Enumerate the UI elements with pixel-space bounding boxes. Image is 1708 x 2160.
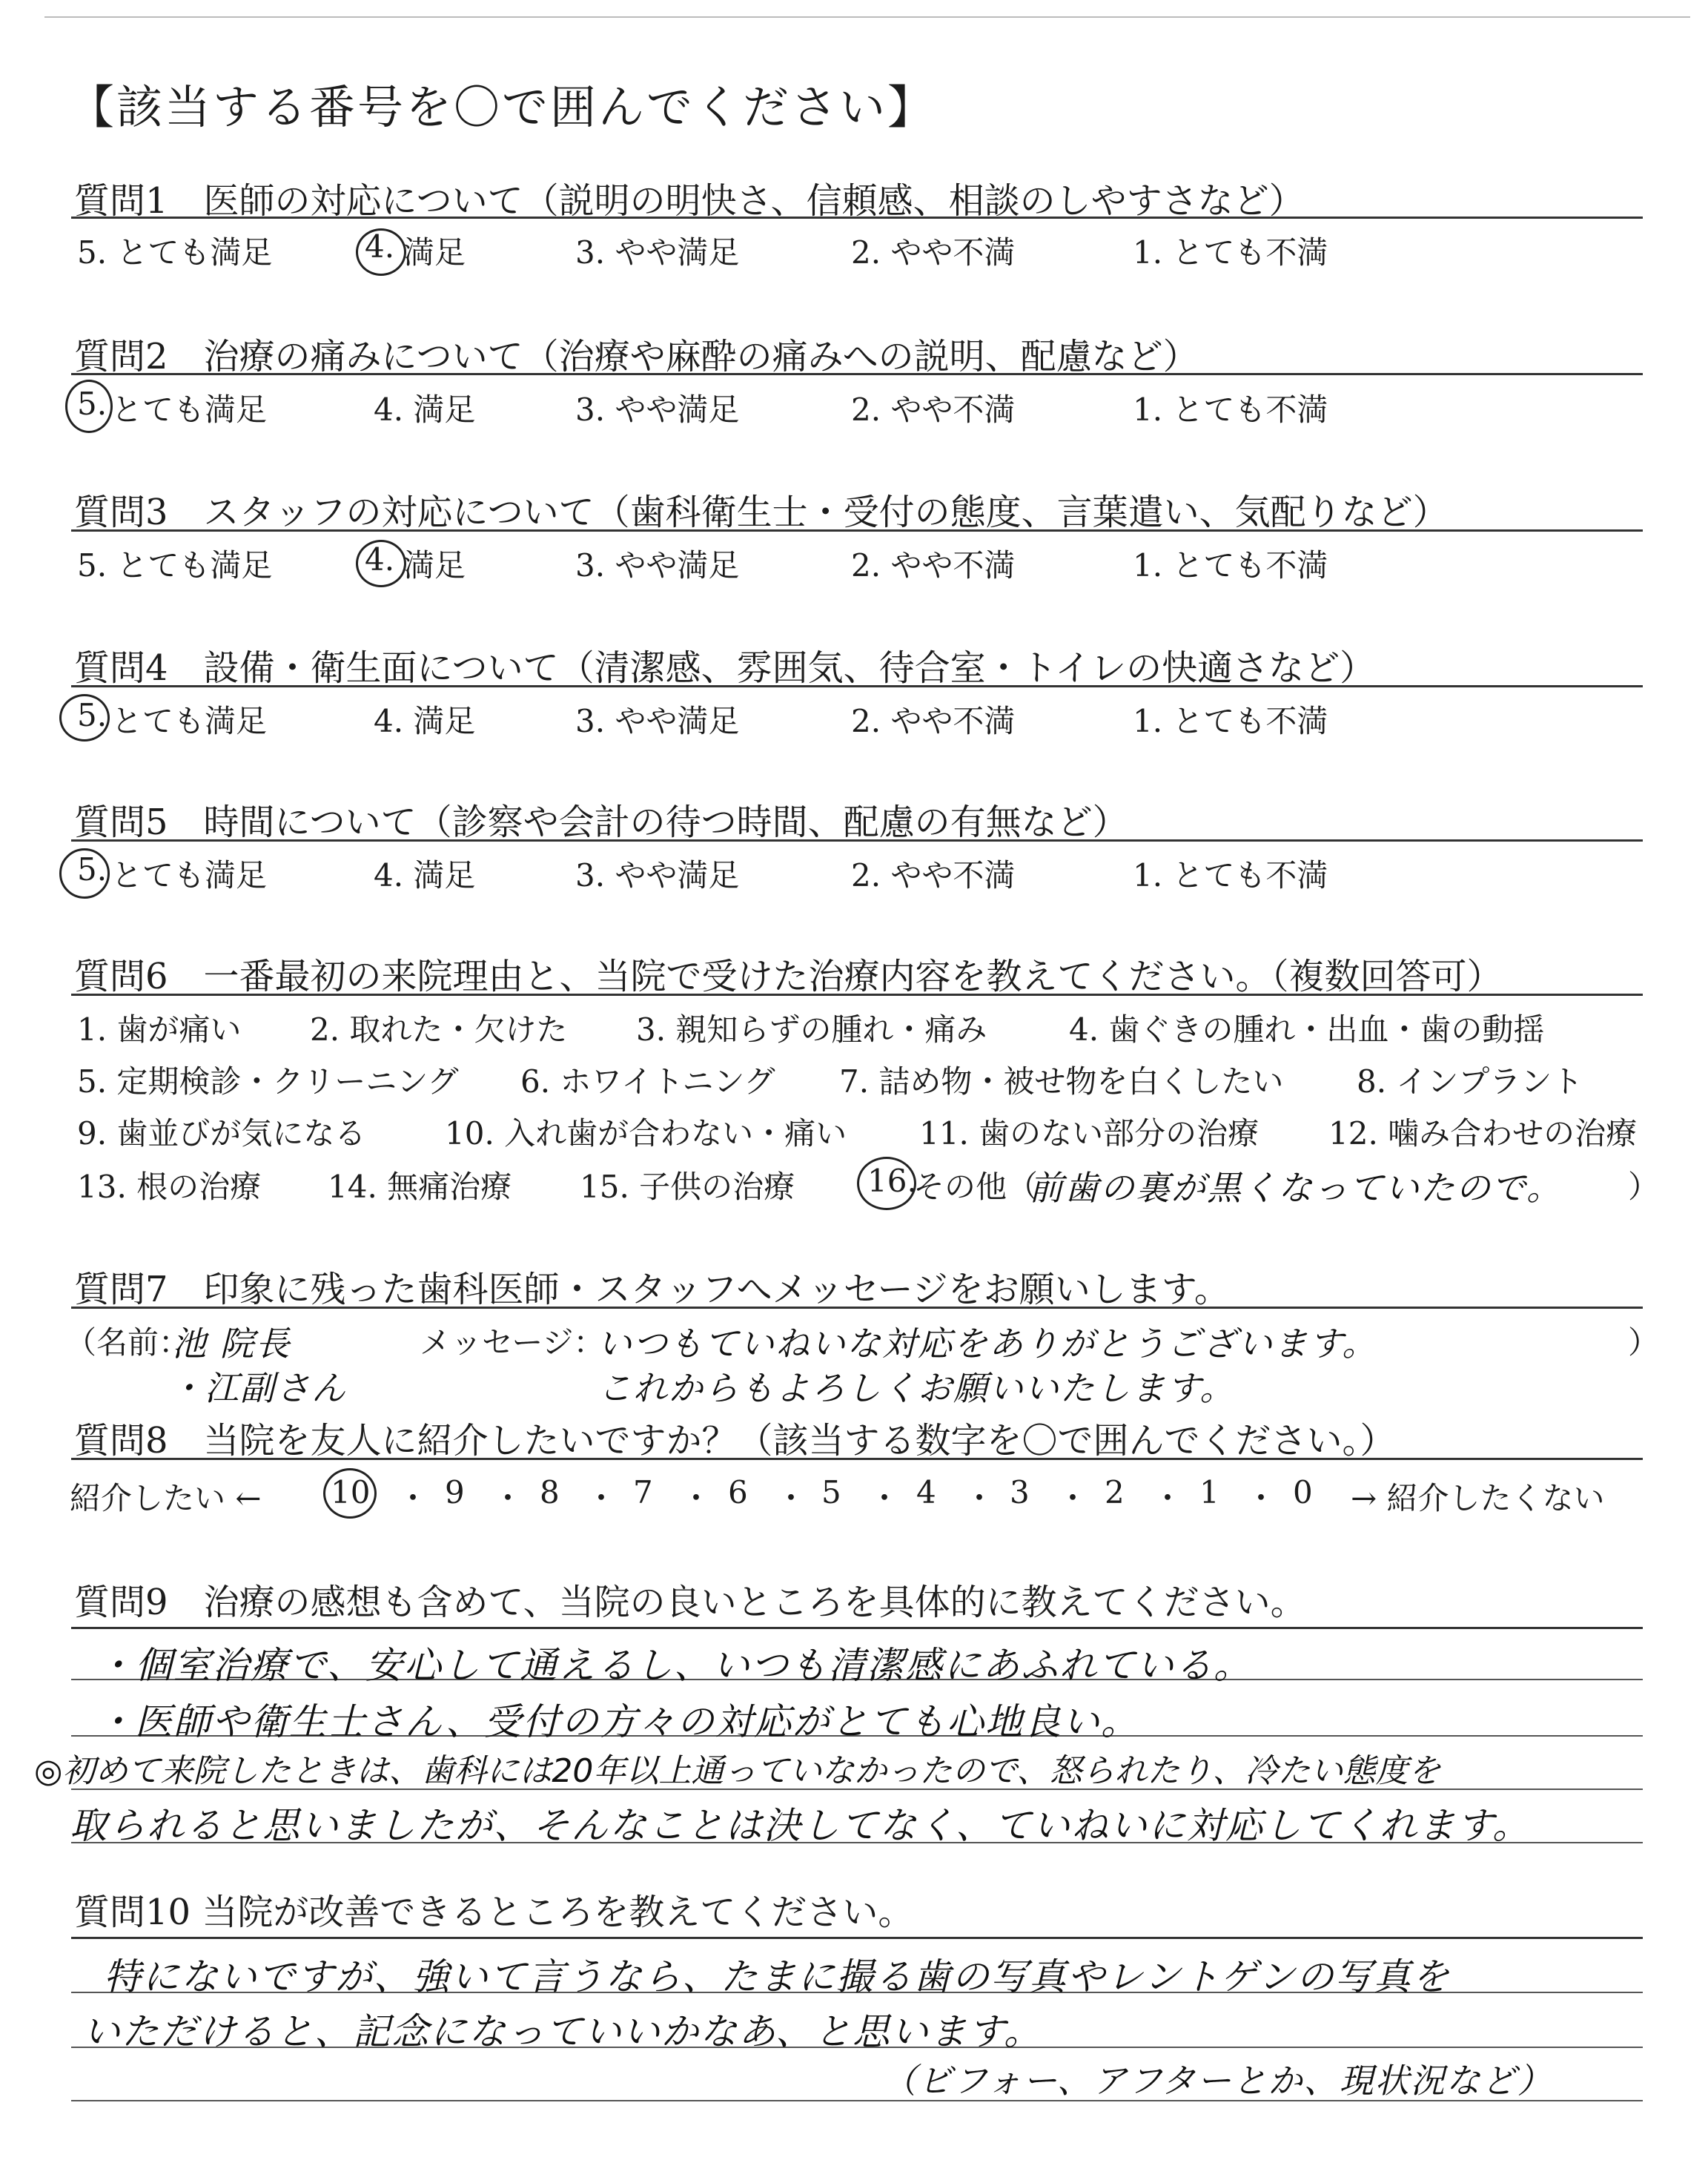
q8-separator: ・ xyxy=(1245,1480,1277,1516)
q8-left-label: 紹介したい ← xyxy=(70,1480,262,1516)
q6-option-15[interactable]: 15. 子供の治療 xyxy=(580,1169,795,1205)
q6-option-16-label[interactable]: その他（ xyxy=(913,1169,1039,1205)
q10-answer-line-1: 特にないですが、強いて言うなら、たまに撮る歯の写真やレントゲンの写真を xyxy=(104,1955,1451,1998)
q8-scale-5[interactable]: 5 xyxy=(821,1474,841,1510)
question-1-rule xyxy=(71,217,1643,219)
q1-option-3[interactable]: 3. やや満足 xyxy=(575,234,740,271)
q7-message-label: メッセージ： xyxy=(420,1324,605,1361)
q8-separator: ・ xyxy=(1057,1480,1089,1516)
q4-option-5-text[interactable]: とても満足 xyxy=(111,703,268,739)
question-3-label: 質問3 スタッフの対応について（歯科衛生士・受付の態度、言葉遣い、気配りなど） xyxy=(74,492,1449,533)
q6-option-4[interactable]: 4. 歯ぐきの腫れ・出血・歯の動揺 xyxy=(1069,1011,1545,1048)
q1-option-5[interactable]: 5. とても満足 xyxy=(77,234,273,271)
q5-option-3[interactable]: 3. やや満足 xyxy=(575,857,740,894)
question-9-label: 質問9 治療の感想も含めて、当院の良いところを具体的に教えてください。 xyxy=(74,1582,1306,1623)
q6-option-6[interactable]: 6. ホワイトニング xyxy=(520,1063,775,1100)
q9-answer-line-3: ◎初めて来院したときは、歯科には20年以上通っていなかったので、怒られたり、冷たい態度を xyxy=(34,1752,1441,1790)
q4-option-4[interactable]: 4. 満足 xyxy=(374,703,476,739)
q4-option-3[interactable]: 3. やや満足 xyxy=(575,703,740,739)
q6-option-8[interactable]: 8. インプラント xyxy=(1357,1063,1583,1100)
q6-option-14[interactable]: 14. 無痛治療 xyxy=(328,1169,512,1205)
q7-name-label: （名前： xyxy=(65,1324,191,1361)
scan-edge xyxy=(44,16,1690,18)
q4-option-2[interactable]: 2. やや不満 xyxy=(851,703,1016,739)
q4-option-1[interactable]: 1. とても不満 xyxy=(1133,703,1328,739)
q3-option-1[interactable]: 1. とても不満 xyxy=(1133,547,1328,584)
q9-answer-line-1: ・個室治療で、安心して通えるし、いつも清潔感にあふれている。 xyxy=(96,1644,1252,1687)
q1-option-4-number[interactable]: 4. xyxy=(365,228,395,265)
q8-scale-10[interactable]: 10 xyxy=(331,1474,371,1510)
question-4-rule xyxy=(71,685,1643,687)
q8-scale-8[interactable]: 8 xyxy=(540,1474,560,1510)
q5-option-4[interactable]: 4. 満足 xyxy=(374,857,476,894)
q3-option-4-text[interactable]: 満足 xyxy=(403,547,466,584)
q2-option-5-text[interactable]: とても満足 xyxy=(111,392,268,428)
q8-scale-2[interactable]: 2 xyxy=(1105,1474,1125,1510)
q2-option-1[interactable]: 1. とても不満 xyxy=(1133,392,1328,428)
q8-separator: ・ xyxy=(869,1480,901,1516)
q8-scale-9[interactable]: 9 xyxy=(445,1474,465,1510)
q3-option-3[interactable]: 3. やや満足 xyxy=(575,547,740,584)
q6-selection-circle xyxy=(857,1157,916,1210)
q8-scale-0[interactable]: 0 xyxy=(1293,1474,1313,1510)
q6-option-9[interactable]: 9. 歯並びが気になる xyxy=(77,1115,366,1152)
q8-scale-4[interactable]: 4 xyxy=(916,1474,936,1510)
q9-answer-line-4: 取られると思いましたが、そんなことは決してなく、ていねいに対応してくれます。 xyxy=(70,1804,1531,1847)
question-3-rule xyxy=(71,529,1643,532)
q7-name-line-2: ・江副さん xyxy=(169,1368,347,1408)
q8-scale-1[interactable]: 1 xyxy=(1199,1474,1219,1510)
question-5-rule xyxy=(71,839,1643,842)
q7-name-line-1: 池 院長 xyxy=(172,1324,291,1364)
q6-option-3[interactable]: 3. 親知らずの腫れ・痛み xyxy=(636,1011,987,1048)
q6-option-5[interactable]: 5. 定期検診・クリーニング xyxy=(77,1063,459,1100)
page-title: 【該当する番号を〇で囲んでください】 xyxy=(68,80,936,134)
question-1-label: 質問1 医師の対応について（説明の明快さ、信頼感、相談のしやすさなど） xyxy=(74,180,1305,222)
q10-answer-line-2: いただけると、記念になっていいかなあ、と思います。 xyxy=(83,2010,1042,2053)
q8-scale-3[interactable]: 3 xyxy=(1010,1474,1030,1510)
q8-separator: ・ xyxy=(492,1480,524,1516)
q7-message-line-2: これからもよろしくお願いいたします。 xyxy=(598,1368,1236,1408)
question-7-rule xyxy=(71,1307,1643,1309)
q8-right-label: → 紹介したくない xyxy=(1351,1480,1605,1516)
q2-option-2[interactable]: 2. やや不満 xyxy=(851,392,1016,428)
q5-option-5-number[interactable]: 5. xyxy=(77,851,107,888)
q6-option-12[interactable]: 12. 噛み合わせの治療 xyxy=(1328,1115,1638,1152)
question-7-label: 質問7 印象に残った歯科医師・スタッフへメッセージをお願いします。 xyxy=(74,1269,1230,1310)
q5-selection-circle xyxy=(59,848,110,899)
question-8-label: 質問8 当院を友人に紹介したいですか？（該当する数字を〇で囲んでください。） xyxy=(74,1420,1396,1462)
q5-option-1[interactable]: 1. とても不満 xyxy=(1133,857,1328,894)
question-9-rule xyxy=(71,1627,1643,1629)
q6-option-16-number[interactable]: 16. xyxy=(867,1163,917,1199)
q2-option-4[interactable]: 4. 満足 xyxy=(374,392,476,428)
q8-separator: ・ xyxy=(775,1480,807,1516)
q9-answer-line-2: ・医師や衛生士さん、受付の方々の対応がとても心地良い。 xyxy=(96,1700,1139,1743)
q1-option-1[interactable]: 1. とても不満 xyxy=(1133,234,1328,271)
question-4-label: 質問4 設備・衛生面について（清潔感、雰囲気、待合室・トイレの快適さなど） xyxy=(74,647,1376,689)
q6-option-16-close: ） xyxy=(1628,1169,1660,1205)
question-5-label: 質問5 時間について（診察や会計の待つ時間、配慮の有無など） xyxy=(74,802,1128,843)
q3-selection-circle xyxy=(356,540,406,587)
q1-option-4-text[interactable]: 満足 xyxy=(403,234,466,271)
q8-separator: ・ xyxy=(1152,1480,1184,1516)
q6-option-10[interactable]: 10. 入れ歯が合わない・痛い xyxy=(445,1115,847,1152)
q8-scale-6[interactable]: 6 xyxy=(728,1474,748,1510)
q2-option-3[interactable]: 3. やや満足 xyxy=(575,392,740,428)
q2-option-5-number[interactable]: 5. xyxy=(77,386,107,422)
q8-separator: ・ xyxy=(586,1480,618,1516)
q6-option-1[interactable]: 1. 歯が痛い xyxy=(77,1011,242,1048)
q4-selection-circle xyxy=(59,694,110,742)
q5-option-2[interactable]: 2. やや不満 xyxy=(851,857,1016,894)
q6-option-11[interactable]: 11. 歯のない部分の治療 xyxy=(919,1115,1260,1152)
q7-message-line-1: いつもていねいな対応をありがとうございます。 xyxy=(598,1324,1378,1364)
q6-option-13[interactable]: 13. 根の治療 xyxy=(77,1169,262,1205)
q8-separator: ・ xyxy=(681,1480,712,1516)
q4-option-5-number[interactable]: 5. xyxy=(77,697,107,733)
question-10-label: 質問10 当院が改善できるところを教えてください。 xyxy=(74,1892,914,1933)
question-10-rule xyxy=(71,1937,1643,1939)
q5-option-5-text[interactable]: とても満足 xyxy=(111,857,268,894)
q10-answer-line-3: （ビフォー、アフターとか、現状況など） xyxy=(882,2061,1553,2101)
q8-separator: ・ xyxy=(397,1480,429,1516)
q3-option-5[interactable]: 5. とても満足 xyxy=(77,547,273,584)
question-2-label: 質問2 治療の痛みについて（治療や麻酔の痛みへの説明、配慮など） xyxy=(74,336,1199,377)
q1-option-2[interactable]: 2. やや不満 xyxy=(851,234,1016,271)
q7-close: ） xyxy=(1628,1324,1660,1361)
question-2-rule xyxy=(71,373,1643,375)
q2-selection-circle xyxy=(65,380,113,433)
q8-scale-7[interactable]: 7 xyxy=(633,1474,653,1510)
q3-option-2[interactable]: 2. やや不満 xyxy=(851,547,1016,584)
q6-option-7[interactable]: 7. 詰め物・被せ物を白くしたい xyxy=(839,1063,1284,1100)
question-6-label: 質問6 一番最初の来院理由と、当院で受けた治療内容を教えてください。（複数回答可） xyxy=(74,956,1503,997)
question-6-rule xyxy=(71,994,1643,996)
q6-other-answer: 前歯の裏が黒くなっていたので。 xyxy=(1029,1168,1563,1208)
q1-selection-circle xyxy=(356,228,406,276)
question-8-rule xyxy=(71,1458,1643,1460)
q8-separator: ・ xyxy=(964,1480,996,1516)
q6-option-2[interactable]: 2. 取れた・欠けた xyxy=(310,1011,568,1048)
q3-option-4-number[interactable]: 4. xyxy=(365,541,395,578)
